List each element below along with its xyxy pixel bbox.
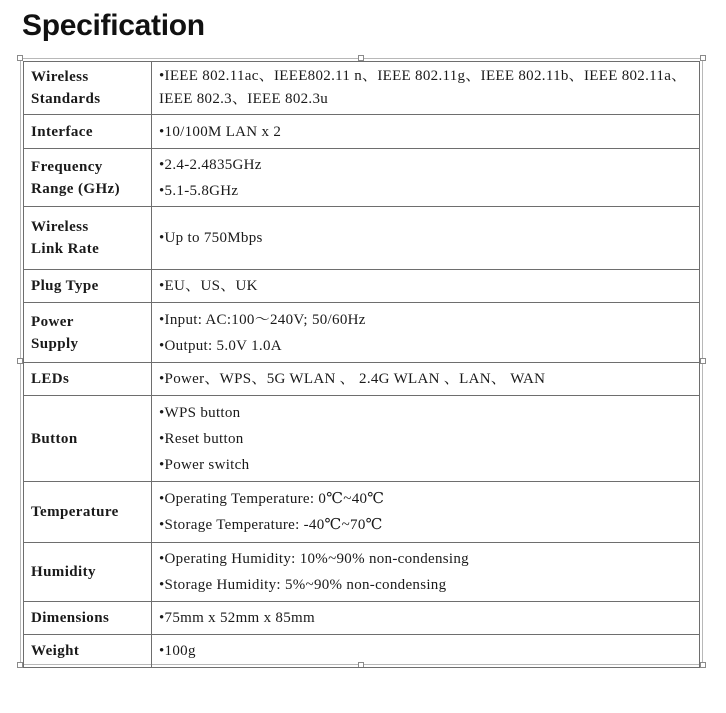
table-row <box>24 270 700 303</box>
spec-label-line: Interface <box>31 123 93 140</box>
table-row <box>24 543 700 602</box>
spec-value <box>152 396 700 482</box>
spec-label-line: Button <box>31 430 78 447</box>
spec-label-line: Wireless <box>31 219 89 235</box>
spec-label-line: Wireless <box>31 69 89 85</box>
spec-label-line: Supply <box>31 335 79 352</box>
spec-label <box>24 543 152 602</box>
spec-label-line: Temperature <box>31 504 119 520</box>
table-row <box>24 62 700 115</box>
page-title: Specification <box>22 9 205 42</box>
spec-value <box>152 115 700 149</box>
table-row <box>24 635 700 668</box>
specification-table <box>23 61 700 668</box>
spec-label <box>24 396 152 482</box>
table-row <box>24 207 700 270</box>
spec-label <box>24 303 152 363</box>
spec-label-line: LEDs <box>31 371 70 387</box>
spec-value-line: •Power、WPS、5G WLAN 、 2.4G WLAN 、LAN、 WAN <box>159 371 546 387</box>
spec-value-line: •2.4-2.4835GHz <box>159 156 262 173</box>
spec-label <box>24 635 152 668</box>
table-row <box>24 482 700 543</box>
spec-label-line: Weight <box>31 643 80 659</box>
spec-label-line: Power <box>31 313 74 330</box>
spec-value <box>152 602 700 635</box>
spec-label-line: Frequency <box>31 158 103 175</box>
spec-value-line: •Operating Temperature: 0℃~40℃ <box>159 491 385 507</box>
spec-value-line: •Output: 5.0V 1.0A <box>159 337 282 354</box>
spec-label <box>24 207 152 270</box>
spec-value-line: •Reset button <box>159 430 244 447</box>
spec-label <box>24 482 152 543</box>
table-row <box>24 396 700 482</box>
spec-value <box>152 543 700 602</box>
spec-value-line: •Power switch <box>159 456 250 473</box>
spec-label-line: Range (GHz) <box>31 180 120 197</box>
spec-label-line: Plug Type <box>31 278 99 294</box>
spec-value-line: •Input: AC:100～240V; 50/60Hz <box>159 311 366 328</box>
spec-value-line: •100g <box>159 643 196 659</box>
spec-value <box>152 635 700 668</box>
spec-label-line: Standards <box>31 91 101 107</box>
resize-handle-top-right[interactable] <box>700 55 706 61</box>
spec-value-line: •Storage Temperature: -40℃~70℃ <box>159 517 383 533</box>
resize-handle-middle-right[interactable] <box>700 358 706 364</box>
spec-label-line: Link Rate <box>31 241 100 257</box>
spec-value <box>152 363 700 396</box>
spec-label <box>24 270 152 303</box>
spec-label <box>24 602 152 635</box>
spec-value <box>152 207 700 270</box>
spec-label-line: Dimensions <box>31 610 110 626</box>
table-row <box>24 149 700 207</box>
spec-value-line: •EU、US、UK <box>159 278 258 294</box>
spec-label <box>24 363 152 396</box>
spec-label <box>24 62 152 115</box>
spec-value-line: •Storage Humidity: 5%~90% non-condensing <box>159 577 447 593</box>
resize-handle-bottom-right[interactable] <box>700 662 706 668</box>
spec-value-line: •IEEE 802.11ac、IEEE802.11 n、IEEE 802.11g、IEEE 802.11b、IEEE 802.11a、IEEE 802.3、IEEE 802.3u <box>159 68 687 107</box>
spec-value <box>152 303 700 363</box>
spec-value <box>152 62 700 115</box>
table-row <box>24 602 700 635</box>
table-row <box>24 363 700 396</box>
spec-label <box>24 149 152 207</box>
spec-label-line: Humidity <box>31 564 96 580</box>
spec-value-line: •Operating Humidity: 10%~90% non-condensing <box>159 551 469 567</box>
table-row <box>24 303 700 363</box>
spec-value-line: •WPS button <box>159 404 241 421</box>
table-row <box>24 115 700 149</box>
spec-value <box>152 149 700 207</box>
spec-value-line: •Up to 750Mbps <box>159 230 263 246</box>
spec-value-line: •5.1-5.8GHz <box>159 182 239 199</box>
spec-value-line: •75mm x 52mm x 85mm <box>159 610 315 626</box>
spec-label <box>24 115 152 149</box>
spec-value-line: •10/100M LAN x 2 <box>159 123 282 140</box>
spec-value <box>152 482 700 543</box>
spec-value <box>152 270 700 303</box>
